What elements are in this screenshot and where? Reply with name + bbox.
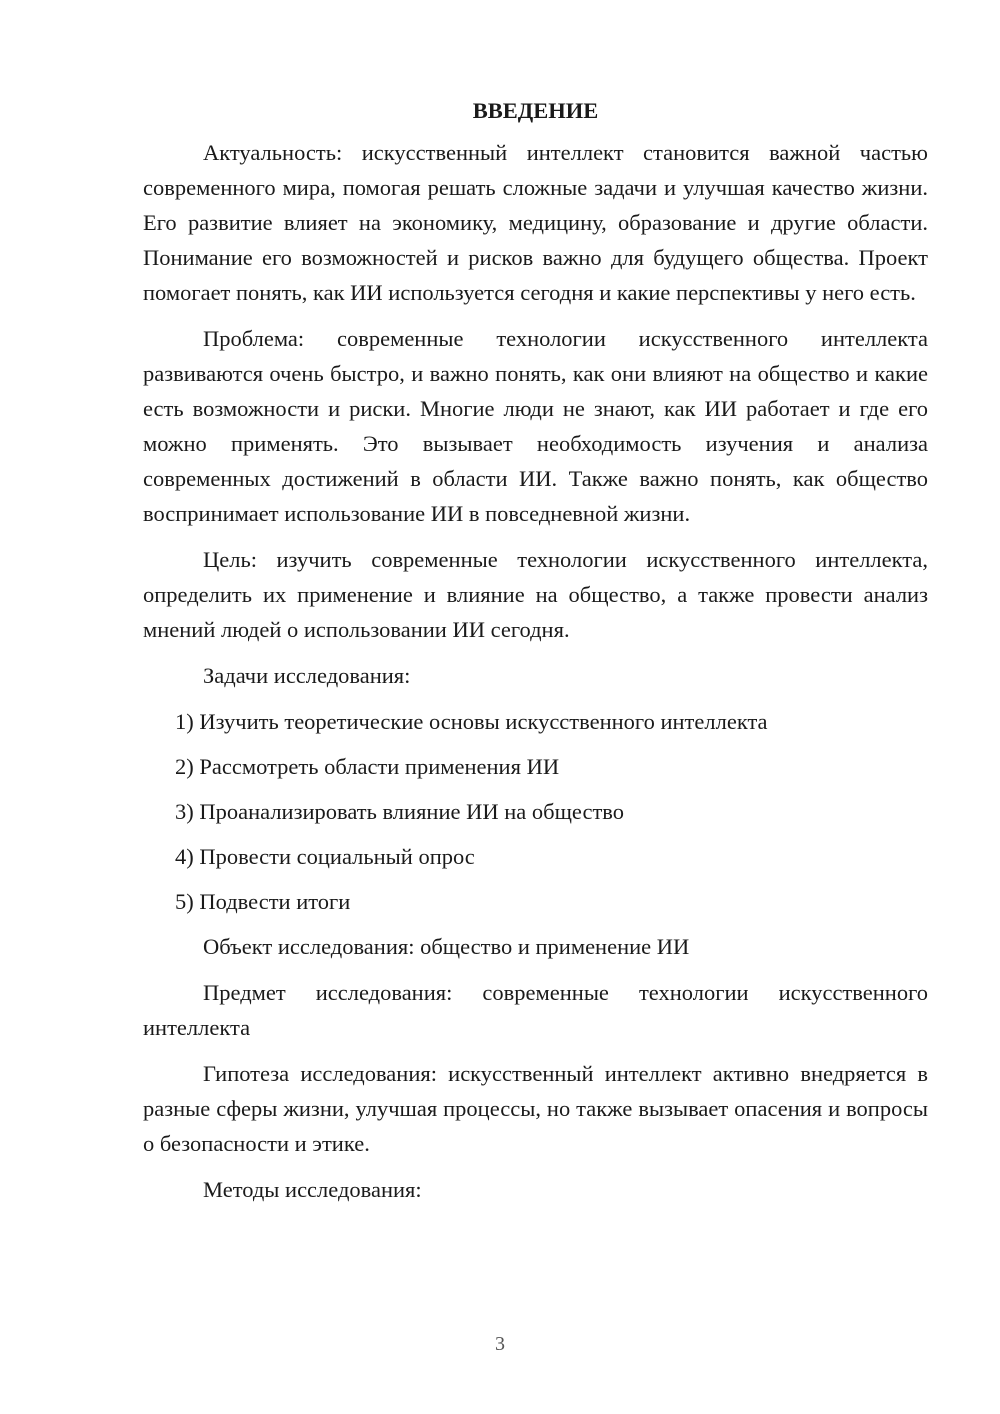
tasks-heading: Задачи исследования: xyxy=(203,663,411,688)
hypothesis-paragraph: Гипотеза исследования: искусственный интеллект активно внедряется в разные сферы жизни, улучшая процессы, но также вызывает опасения и вопросы о безопасности и этике. xyxy=(143,1061,928,1156)
object-paragraph: Объект исследования: общество и применение ИИ xyxy=(203,934,690,959)
list-item: 4) Провести социальный опрос xyxy=(175,844,475,869)
list-item: 3) Проанализировать влияние ИИ на общество xyxy=(175,799,625,824)
page-number: 3 xyxy=(495,1333,505,1355)
methods-heading: Методы исследования: xyxy=(203,1177,422,1202)
goal-paragraph: Цель: изучить современные технологии искусственного интеллекта, определить их применение и влияние на общество, а также провести анализ мнений людей о использовании ИИ сегодня. xyxy=(143,547,928,642)
page-content xyxy=(143,93,928,1218)
list-item: 1) Изучить теоретические основы искусственного интеллекта xyxy=(175,709,768,734)
list-item: 5) Подвести итоги xyxy=(175,889,351,914)
list-item: 2) Рассмотреть области применения ИИ xyxy=(175,754,560,779)
subject-paragraph: Предмет исследования: современные технологии искусственного интеллекта xyxy=(143,980,928,1040)
problem-paragraph: Проблема: современные технологии искусственного интеллекта развиваются очень быстро, и важно понять, как они влияют на общество и какие есть возможности и риски. Многие люди не знают, как ИИ работает и где его можно применять. Это вызывает необходимость изучения и анализа современных достижений в области ИИ. Также важно понять, как общество воспринимает использование ИИ в повседневной жизни. xyxy=(143,326,928,526)
page-title: ВВЕДЕНИЕ xyxy=(472,98,599,123)
relevance-paragraph: Актуальность: искусственный интеллект становится важной частью современного мира, помогая решать сложные задачи и улучшая качество жизни. Его развитие влияет на экономику, медицину, образование и другие области. Понимание его возможностей и рисков важно для будущего общества. Проект помогает понять, как ИИ используется сегодня и какие перспективы у него есть. xyxy=(143,140,928,305)
